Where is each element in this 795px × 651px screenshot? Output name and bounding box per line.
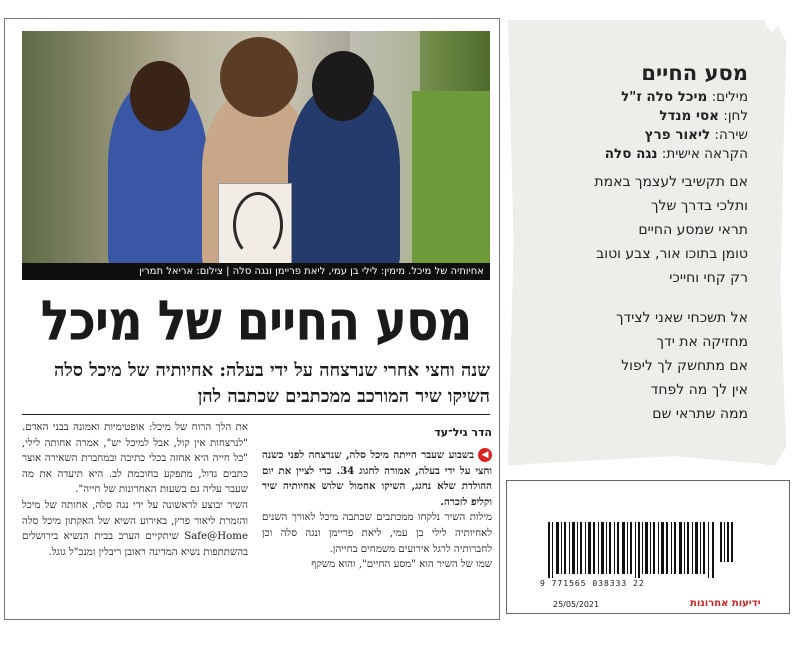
headline: מסע החיים של מיכל [40, 288, 472, 354]
byline: הדר גיל־עד [434, 426, 492, 439]
lyric-line: ותלכי בדרך שלך [651, 198, 748, 214]
credit-label: שירה: [710, 127, 748, 143]
lyric-line: אם תקשיבי לעצמך באמת [594, 174, 748, 190]
lyric-line: אל תשכחי שאני לצידך [615, 310, 748, 326]
photo-person-right-head [312, 51, 374, 121]
subheadline: שנה וחצי אחרי שנרצחה על ידי בעלה: אחיותיה של מיכל סלה השיקו שיר המורכב ממכתבים שכתבה להן [53, 360, 490, 407]
credit-line [522, 126, 748, 145]
lyric-line: אין לך מה לפחד [650, 382, 748, 398]
lyrics-title: מסע החיים [641, 61, 748, 85]
photo-caption: אחיותיה של מיכל. מימין: לילי בן עמי, ליאת פריימן ונגה סלה | צילום: אריאל תמרין [22, 263, 490, 280]
lyric-line: טומן בתוכו אור, צבע וטוב [596, 246, 748, 262]
lyrics-stanza-1 [522, 170, 748, 290]
lead-paragraph [262, 448, 492, 510]
lyric-line: אם מתחשק לך ליפול [621, 358, 748, 374]
lyric-line: תראי שמסע החיים [638, 222, 748, 238]
lyric-line: ממה שתראי שם [652, 406, 748, 422]
barcode-number: 9 771565 038333 22 [540, 579, 645, 588]
barcode-icon [548, 522, 734, 578]
issue-date: 25/05/2021 [553, 600, 600, 609]
credit-name: מיכל סלה ז"ל [621, 89, 708, 105]
credit-name: נגה סלה [604, 146, 658, 162]
photo-portrait-drawing [218, 183, 292, 263]
play-bullet-icon: ◀ [478, 448, 492, 462]
body-paragraph: שמו של השיר הוא "מסע החיים", והוא משקף [311, 559, 492, 571]
body-paragraph: מילות השיר נלקחו ממכתבים שכתבה מיכל לאורך השנים לאחיותיה לילי בן עמי, ליאת פריימן ונגה סלה וכן לחברותיה לרגל אירועים משמחים בחייהן. [262, 512, 492, 555]
lyric-line: מחזיקה את ידך [656, 334, 748, 350]
article-column-right [262, 448, 492, 573]
credit-line [522, 88, 748, 107]
lead-text: בשבוע שעבר הייתה מיכל סלה, שנרצחה לפני כשנה וחצי על ידי בעלה, אמורה לחגוג 34. כדי לציין את יום ההולדת שלא נחגג, השיקו אחמול שלוש אחיותיה שיר וקליפ לזכרה. [262, 449, 492, 508]
article-column-left [22, 420, 248, 560]
photo-window [412, 91, 490, 263]
lyrics-box [522, 58, 748, 426]
credit-name: ליאור פרץ [644, 127, 711, 143]
lyrics-stanza-2 [522, 306, 748, 426]
credit-label: מילים: [707, 89, 748, 105]
credit-line [522, 107, 748, 126]
credit-label: הקראה אישית: [657, 146, 748, 162]
photo-person-left-head [130, 61, 190, 131]
portrait-face [233, 192, 283, 258]
photo-person-middle-head [220, 37, 298, 117]
body-paragraph: השיר יבוצע לראשונה על ידי נגה סלה, אחותה של מיכל והזמרת ליאור פרץ, באירוע השיא של האקתון מיכל סלה Safe@Home שיתקיים הערב בבית הנשיא בירושלים בהשתתפות נשיא המדינה ראובן ריבלין ומנכ"ל גוגל. [22, 499, 248, 558]
body-paragraph: את הלך הרוח של מיכל: אופטימיות ואמונה בבני האדם. "לנרצחות אין קול, אבל למיכל יש", אמרה אחותה לילי, "כל חייה היא אחזה בכלי כתיבה ובמחברת השאירה אוצר כתבים גדול, מתפקע בחוכמת לב. היא תיעדה את מה שעבר עליה גם בשעות האחרונות של חייה". [22, 422, 248, 496]
credit-name: אסי מנדל [659, 108, 719, 124]
lyric-line: רק קחי וחייכי [669, 270, 748, 286]
divider [22, 414, 490, 415]
article-photo [22, 31, 490, 263]
credit-line [522, 145, 748, 164]
newspaper-brand: ידיעות אחרונות [690, 598, 761, 609]
credit-label: לחן: [718, 108, 748, 124]
